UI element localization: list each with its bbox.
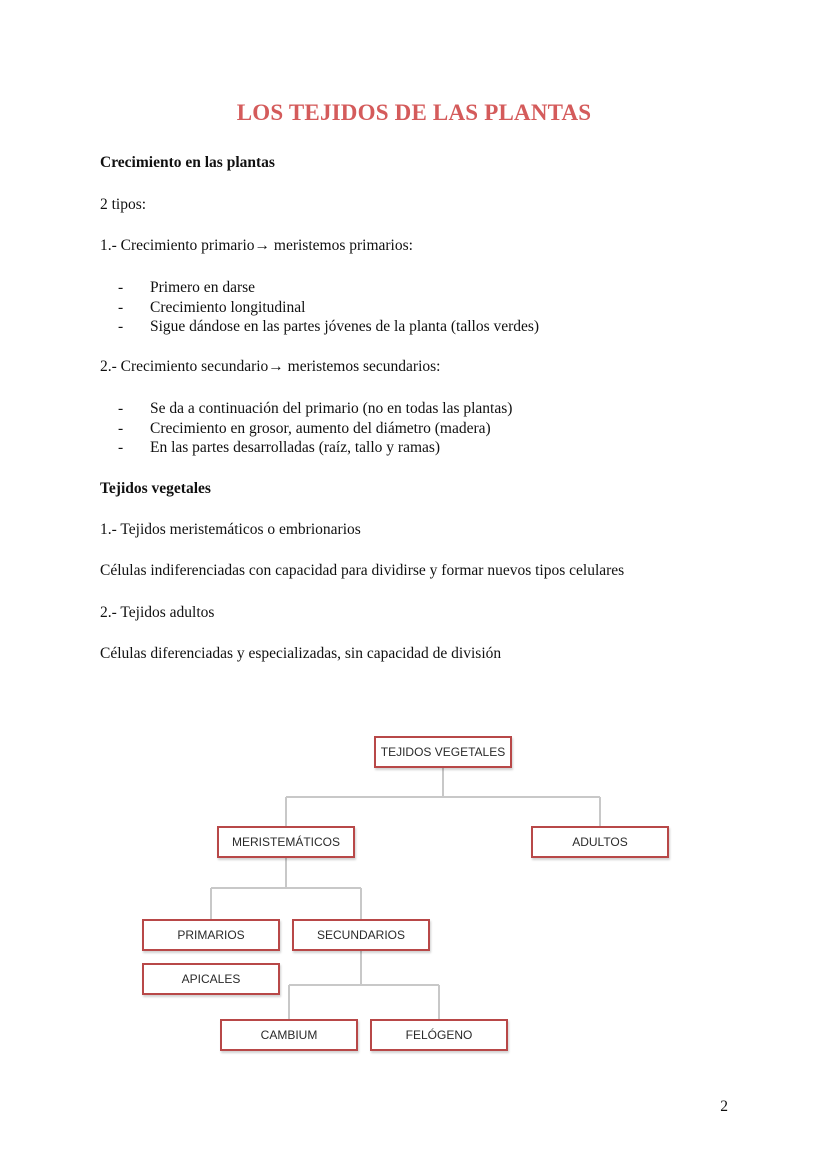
node-tejidos-vegetales: TEJIDOS VEGETALES <box>374 736 512 768</box>
bullet-dash: - <box>118 419 124 437</box>
page-number: 2 <box>720 1098 728 1115</box>
bullet-dash: - <box>118 439 124 456</box>
node-felogeno: FELÓGENO <box>370 1019 508 1051</box>
list-item-text: En las partes desarrolladas (raíz, tallo y ramas) <box>150 439 441 456</box>
node-apicales: APICALES <box>142 963 280 995</box>
section-heading-tissues: Tejidos vegetales <box>100 480 211 497</box>
adult-title: 2.- Tejidos adultos <box>100 604 215 621</box>
node-adultos: ADULTOS <box>531 826 669 858</box>
list-item-text: Crecimiento en grosor, aumento del diámetro (madera) <box>150 419 491 437</box>
node-meristematicos: MERISTEMÁTICOS <box>217 826 355 858</box>
bullet-dash: - <box>118 298 124 316</box>
list-item-text: Se da a continuación del primario (no en todas las plantas) <box>150 400 513 417</box>
list-item-text: Primero en darse <box>150 279 256 296</box>
list-item-text: Sigue dándose en las partes jóvenes de la planta (tallos verdes) <box>150 318 540 335</box>
page-title: LOS TEJIDOS DE LAS PLANTAS <box>236 100 592 125</box>
node-cambium: CAMBIUM <box>220 1019 358 1051</box>
meristematic-description: Células indiferenciadas con capacidad para dividirse y formar nuevos tipos celulares <box>100 562 625 579</box>
adult-description: Células diferenciadas y especializadas, sin capacidad de división <box>100 645 502 662</box>
list-item-text: Crecimiento longitudinal <box>150 298 306 316</box>
node-secundarios: SECUNDARIOS <box>292 919 430 951</box>
bullet-dash: - <box>118 400 124 417</box>
primary-growth-heading: 1.- Crecimiento primario→ meristemos primarios: <box>100 237 413 254</box>
section-heading-growth: Crecimiento en las plantas <box>100 154 275 171</box>
secondary-growth-heading: 2.- Crecimiento secundario→ meristemos secundarios: <box>100 358 441 375</box>
bullet-dash: - <box>118 279 124 296</box>
meristematic-title: 1.- Tejidos meristemáticos o embrionarios <box>100 521 361 538</box>
node-primarios: PRIMARIOS <box>142 919 280 951</box>
types-count: 2 tipos: <box>100 196 147 213</box>
bullet-dash: - <box>118 318 124 335</box>
